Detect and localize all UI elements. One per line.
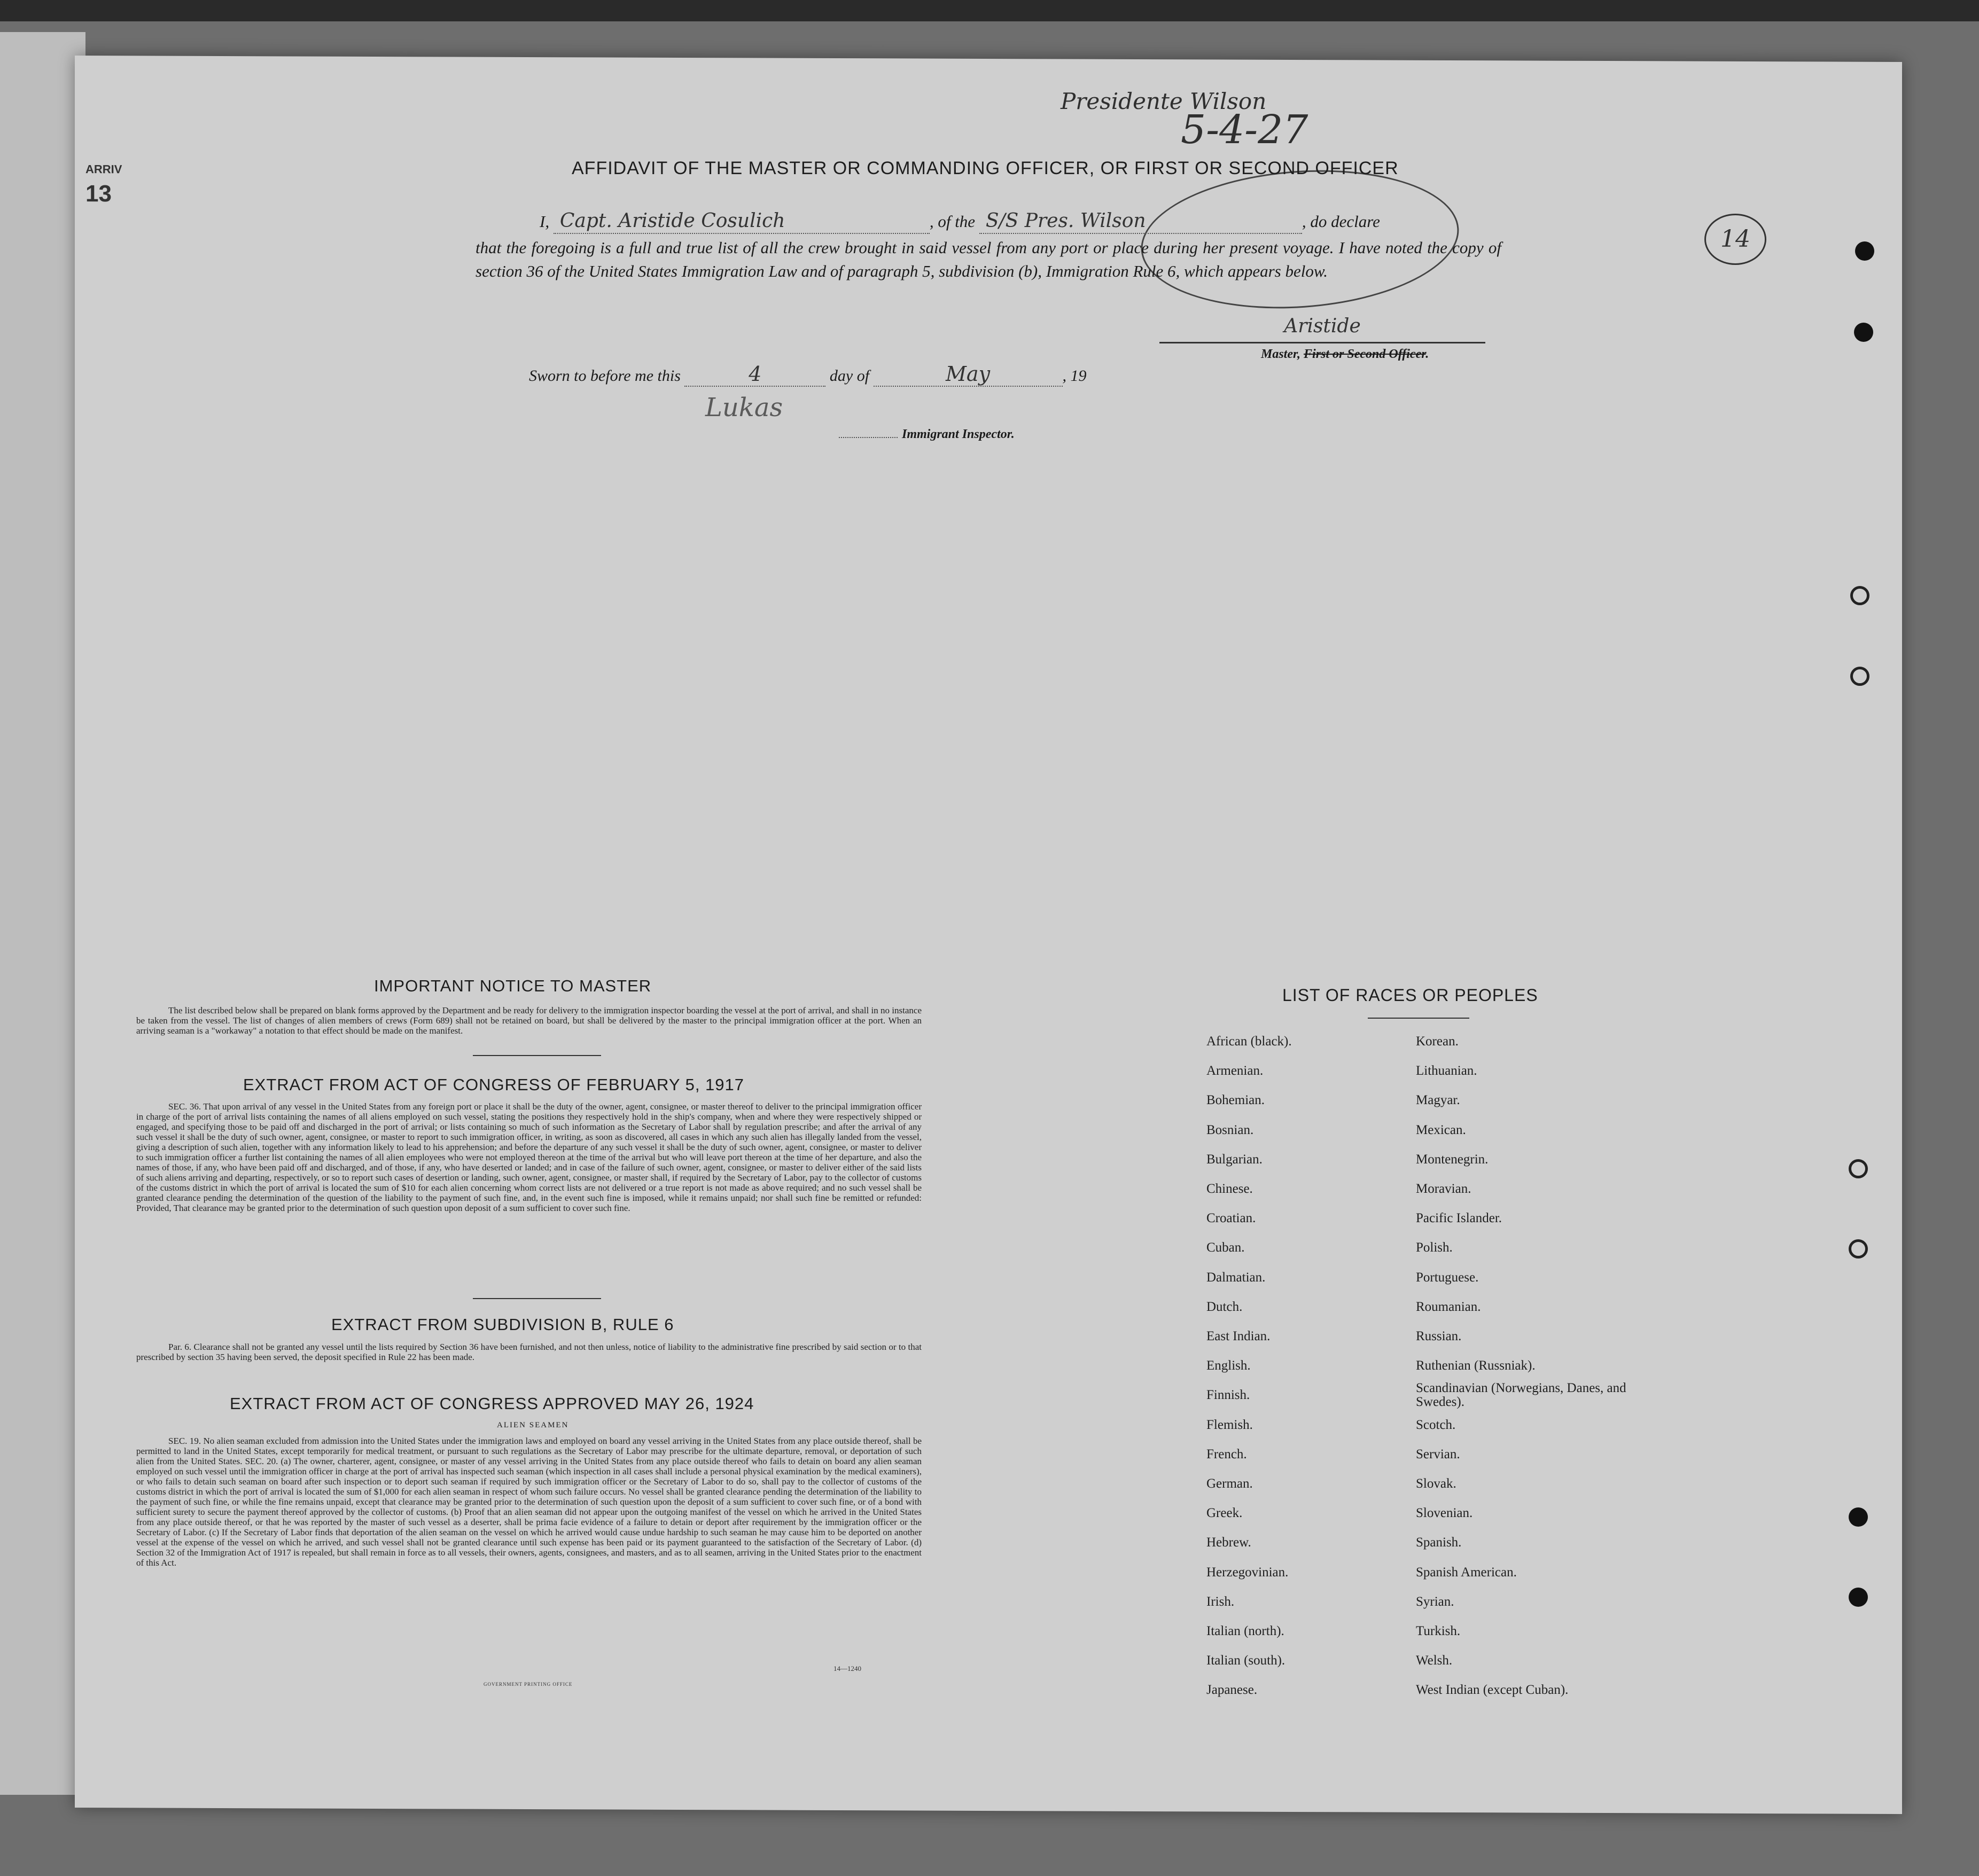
i-prefix: I, <box>540 212 550 231</box>
race-item: Turkish. <box>1416 1624 1461 1639</box>
handwritten-date: 5-4-27 <box>1181 107 1308 153</box>
underlying-page <box>0 32 85 1795</box>
race-item: Mexican. <box>1416 1122 1466 1137</box>
races-column-1 <box>1206 1027 1399 1705</box>
race-item: Herzegovinian. <box>1206 1565 1289 1580</box>
race-item: Lithuanian. <box>1416 1064 1477 1078</box>
race-item: Welsh. <box>1416 1653 1453 1668</box>
race-item: Hebrew. <box>1206 1535 1251 1550</box>
race-item: Chinese. <box>1206 1182 1253 1197</box>
punch-hole-icon <box>1850 667 1869 686</box>
punch-hole-icon <box>1855 241 1874 261</box>
affidavit-title: AFFIDAVIT OF THE MASTER OR COMMANDING OFFICER, OR FIRST OR SECOND OFFICER <box>572 158 1399 178</box>
punch-hole-icon <box>1849 1507 1868 1527</box>
race-item: Portuguese. <box>1416 1270 1479 1285</box>
race-item: Armenian. <box>1206 1064 1264 1078</box>
extract-rule6-text: Par. 6. Clearance shall not be granted any vessel until the lists required by Section 36 have been furnished, and not then unless, notice of liability to the administrative fine prescribed by said section or to that prescribed by section 35 having been served, the deposit specified in Rule 22 has been made. <box>136 1342 922 1362</box>
race-item: Bosnian. <box>1206 1122 1254 1137</box>
master-signature: Aristide <box>1159 315 1485 343</box>
printer-credit: GOVERNMENT PRINTING OFFICE <box>484 1682 573 1687</box>
alien-seamen-subtitle: ALIEN SEAMEN <box>497 1421 569 1429</box>
day-fill: 4 <box>684 362 825 387</box>
sworn-prefix: Sworn to before me this <box>529 367 681 385</box>
month-fill: May <box>874 362 1063 387</box>
race-item: Dalmatian. <box>1206 1270 1266 1285</box>
circled-number: 14 <box>1704 214 1766 265</box>
race-item: English. <box>1206 1358 1251 1373</box>
extract-rule6-title: EXTRACT FROM SUBDIVISION B, RULE 6 <box>331 1315 674 1334</box>
race-item: Montenegrin. <box>1416 1152 1489 1167</box>
notice-title: IMPORTANT NOTICE TO MASTER <box>374 976 652 995</box>
inspector-signature: Lukas <box>705 393 783 423</box>
race-item: Servian. <box>1416 1447 1460 1461</box>
race-item: Spanish American. <box>1416 1565 1517 1580</box>
race-item: Ruthenian (Russniak). <box>1416 1358 1536 1373</box>
race-item: Greek. <box>1206 1506 1243 1521</box>
race-item: Dutch. <box>1206 1299 1243 1314</box>
race-item: Slovak. <box>1416 1476 1456 1491</box>
race-item: Croatian. <box>1206 1211 1256 1226</box>
race-item: East Indian. <box>1206 1329 1271 1344</box>
sig-label-master: Master, <box>1261 347 1304 361</box>
punch-hole-icon <box>1854 323 1873 342</box>
extract-1917-title: EXTRACT FROM ACT OF CONGRESS OF FEBRUARY 5, 1917 <box>243 1075 745 1094</box>
notice-text: The list described below shall be prepared on blank forms approved by the Department and be ready for delivery to the immigration inspector boarding the vessel at the port of arrival, and shall in no instance be taken from the vessel. The list of changes of alien members of crews (Form 689) shall not be retained on board, but shall be delivered by the master to the principal immigration officer at the port. When an arriving seaman is a "workaway" a notation to that effect should be made on the manifest. <box>136 1005 922 1036</box>
race-item: German. <box>1206 1476 1253 1491</box>
master-name-fill: Capt. Aristide Cosulich <box>554 209 930 234</box>
race-item: Bulgarian. <box>1206 1152 1263 1167</box>
year-prefix: , 19 <box>1062 367 1087 385</box>
divider <box>473 1298 601 1299</box>
race-item: Italian (north). <box>1206 1624 1284 1639</box>
race-item: Scandinavian (Norwegians, Danes, and Swedes). <box>1416 1381 1626 1410</box>
race-item: Bohemian. <box>1206 1093 1265 1108</box>
affidavit-body: that the foregoing is a full and true list of all the crew brought in said vessel from any port or place during her present voyage. I have noted the copy of section 36 of the United States Immigration Law and of paragraph 5, subdivision (b), Immigration Rule 6, which appears below. <box>476 238 1501 280</box>
divider <box>473 1055 601 1056</box>
stamp-line-2: 13 <box>85 181 112 207</box>
arrival-stamp <box>85 162 122 207</box>
race-item: Pacific Islander. <box>1416 1211 1502 1226</box>
vessel-name-fill: S/S Pres. Wilson <box>979 209 1302 234</box>
race-item: African (black). <box>1206 1034 1292 1049</box>
race-item: Spanish. <box>1416 1535 1462 1550</box>
race-item: Japanese. <box>1206 1683 1258 1698</box>
races-column-2 <box>1416 1027 1630 1705</box>
inspector-dotted-line <box>839 437 898 438</box>
sworn-line <box>529 362 1087 387</box>
race-item: Syrian. <box>1416 1594 1454 1609</box>
do-declare-text: , do declare <box>1302 212 1380 231</box>
race-item: Italian (south). <box>1206 1653 1285 1668</box>
punch-hole-icon <box>1849 1588 1868 1607</box>
extract-1917-text: SEC. 36. That upon arrival of any vessel in the United States from any foreign port or place it shall be the duty of the owner, agent, consignee, or master thereof to deliver to the principal immigration officer in charge of the port of arrival lists containing the names of all aliens employed on such vessel, stating the positions they respectively hold in the ship's company, when and where they were respectively shipped or engaged, and specifying those to be paid off and discharged in the port of arrival; or lists containing so much of such information as the Secretary of Labor shall by regulation prescribe; and after the arrival of any such vessel it shall be the duty of such owner, agent, consignee, or master to report to such immigration officer, in writing, as soon as discovered, all cases in which any such alien has illegally landed from the vessel, giving a description of such alien, together with any information likely to lead to his apprehension; and before the departure of any such vessel it shall be the duty of such owner, agent, consignee, or master to deliver to such immigration officer a further list containing the names of all alien employees who were not employed thereon at the time of the arrival but who will leave port thereon at the time of her departure, and also the names of those, if any, who have been paid off and discharged, and of those, if any, who have deserted or landed; and in case of the failure of such owner, agent, consignee, or master to deliver either of the said lists of such aliens arriving and departing, respectively, or so to report such cases of desertion or landing, such owner, agent, consignee, or master shall, if required by the Secretary of Labor, pay to the collector of customs of the customs district in which the port of arrival is located the sum of $10 for each alien concerning whom correct lists are not delivered or a true report is not made as above required; and no such vessel shall be granted clearance pending the determination of the question of the liability to the payment of such fine, and, in the event such fine is imposed, while it remains unpaid; nor shall such fine be remitted or refunded: Provided, That clearance may be granted prior to the determination of such question upon deposit of a sum sufficient to cover such fine. <box>136 1101 922 1213</box>
race-item: Russian. <box>1416 1329 1462 1344</box>
race-item: Scotch. <box>1416 1417 1456 1432</box>
races-title: LIST OF RACES OR PEOPLES <box>1282 986 1538 1005</box>
sig-label-end: . <box>1425 347 1429 361</box>
signature-label <box>1261 347 1429 362</box>
extract-1924-title: EXTRACT FROM ACT OF CONGRESS APPROVED MAY 26, 1924 <box>230 1394 754 1413</box>
race-item: Roumanian. <box>1416 1299 1481 1314</box>
day-of-text: day of <box>829 367 870 385</box>
race-item: Korean. <box>1416 1034 1459 1049</box>
inspector-label-line <box>839 427 1015 442</box>
race-item: Cuban. <box>1206 1240 1245 1255</box>
punch-hole-icon <box>1849 1239 1868 1259</box>
punch-hole-icon <box>1850 586 1869 605</box>
sig-label-struck: First or Second Officer <box>1304 347 1426 361</box>
race-item: Moravian. <box>1416 1182 1471 1197</box>
of-the-text: , of the <box>929 212 976 231</box>
form-number: 14—1240 <box>833 1664 861 1672</box>
extract-1924-text: SEC. 19. No alien seaman excluded from admission into the United States under the immigration laws and employed on board any vessel arriving in the United States from any place outside thereof, shall be permitted to land in the United States, except temporarily for medical treatment, or pursuant to such regulations as the Secretary of Labor may prescribe for the ultimate departure, removal, or deportation of such alien from the United States. SEC. 20. (a) The owner, charterer, agent, consignee, or master of any vessel arriving in the United States from any place outside thereof who fails to detain on board any alien seaman employed on such vessel until the immigration officer in charge at the port of arrival has inspected such seaman (which inspection in all cases shall include a personal physical examination by the medical examiners), or who fails to detain such seaman on board after such inspection or to deport such seaman if required by such immigration officer or the Secretary of Labor to do so, shall pay to the collector of customs of the customs district in which the port of arrival is located the sum of $1,000 for each alien seaman in respect of whom such failure occurs. No vessel shall be granted clearance pending the determination of the liability to the payment of such fine, or while the fine remains unpaid, except that clearance may be granted prior to the determination of such question upon the deposit of a sum sufficient to cover such fine, or of a bond with sufficient surety to secure the payment thereof approved by the collector of customs. (b) Proof that an alien seaman did not appear upon the outgoing manifest of the vessel on which he arrived in the United States from any place outside thereof, or that he was reported by the master of such vessel as a deserter, shall be prima facie evidence of a failure to detain or deport after requirement by the immigration officer or the Secretary of Labor. (c) If the Secretary of Labor finds that deportation of the alien seaman on the vessel on which he arrived would cause undue hardship to such seaman he may cause him to be deported on another vessel at the expense of the vessel on which he arrived, and such vessel shall not be granted clearance until such expense has been paid or its payment guaranteed to the satisfaction of the Secretary of Labor. (d) Section 32 of the Immigration Act of 1917 is repealed, but shall remain in force as to all vessels, their owners, agents, consignees, and masters, and as to all seamen, arriving in the United States prior to the enactment of this Act. <box>136 1436 922 1568</box>
race-item: Magyar. <box>1416 1093 1460 1108</box>
handwritten-ship-note: Presidente Wilson <box>1061 88 1267 114</box>
race-item: West Indian (except Cuban). <box>1416 1683 1569 1698</box>
divider <box>1368 1018 1469 1019</box>
race-item: Irish. <box>1206 1594 1235 1609</box>
stamp-line-1: ARRIV <box>85 162 122 176</box>
race-item: French. <box>1206 1447 1247 1461</box>
race-item: Polish. <box>1416 1240 1453 1255</box>
race-item: Slovenian. <box>1416 1506 1473 1521</box>
affidavit-declaration-line <box>540 209 1380 234</box>
inspector-label: Immigrant Inspector. <box>902 427 1015 441</box>
race-item: Flemish. <box>1206 1417 1253 1432</box>
punch-hole-icon <box>1849 1159 1868 1178</box>
race-item: Finnish. <box>1206 1388 1250 1403</box>
